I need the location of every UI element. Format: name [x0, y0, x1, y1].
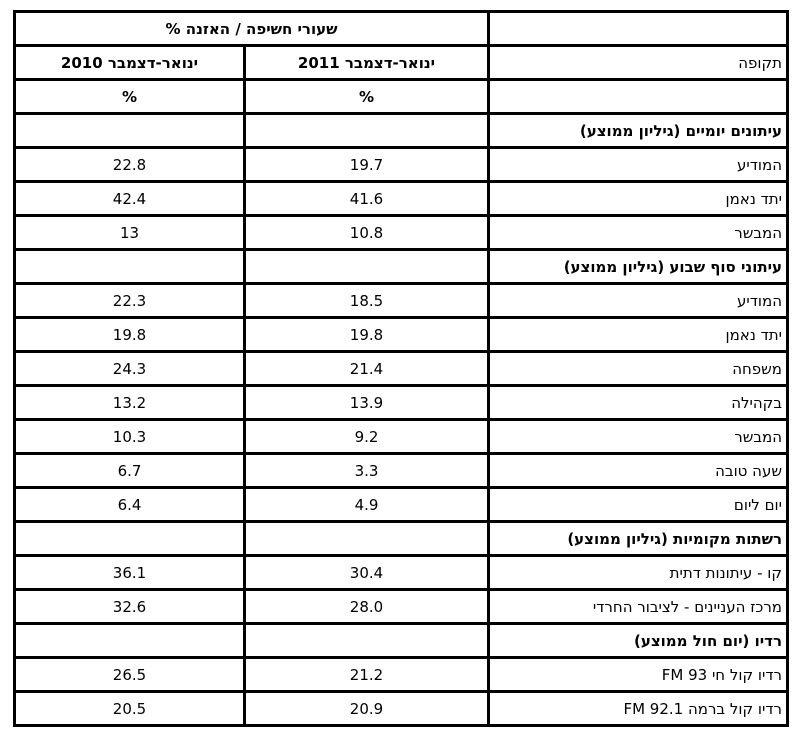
row-label-cell: המבשר [489, 420, 788, 454]
value-2010-cell: 13 [15, 216, 245, 250]
value-2010-cell: 6.7 [15, 454, 245, 488]
value-2010-cell [15, 624, 245, 658]
value-2011-cell [245, 522, 489, 556]
data-row [15, 352, 788, 386]
row-label-cell: המבשר [489, 216, 788, 250]
section-label-cell: עיתונים יומיים (גיליון ממוצע) [489, 114, 788, 148]
value-2010-cell: 22.3 [15, 284, 245, 318]
value-2011-cell: 18.5 [245, 284, 489, 318]
value-2010-cell: 42.4 [15, 182, 245, 216]
row-label-cell: רדיו קול חי FM 93 [489, 658, 788, 692]
column-header-row [15, 46, 788, 80]
value-2011-cell: 4.9 [245, 488, 489, 522]
section-label-cell: עיתוני סוף שבוע (גיליון ממוצע) [489, 250, 788, 284]
blank-cell [489, 80, 788, 114]
data-row [15, 692, 788, 726]
value-2010-cell: 36.1 [15, 556, 245, 590]
unit-2010: % [15, 80, 245, 114]
value-2011-cell: 9.2 [245, 420, 489, 454]
value-2011-cell: 3.3 [245, 454, 489, 488]
value-2010-cell: 19.8 [15, 318, 245, 352]
col-header-2011: ינואר-דצמבר 2011 [245, 46, 489, 80]
value-2010-cell: 20.5 [15, 692, 245, 726]
unit-row [15, 80, 788, 114]
value-2011-cell: 28.0 [245, 590, 489, 624]
value-2010-cell: 13.2 [15, 386, 245, 420]
title-row [15, 12, 788, 46]
row-label-cell: רדיו קול ברמה FM 92.1 [489, 692, 788, 726]
row-label-cell: שעה טובה [489, 454, 788, 488]
row-label-cell: יום ליום [489, 488, 788, 522]
value-2011-cell [245, 250, 489, 284]
row-label-cell: קו - עיתונות דתית [489, 556, 788, 590]
section-row [15, 114, 788, 148]
period-header: תקופה [489, 46, 788, 80]
section-label-cell: רדיו (יום חול ממוצע) [489, 624, 788, 658]
data-row [15, 556, 788, 590]
col-header-2010: ינואר-דצמבר 2010 [15, 46, 245, 80]
data-row [15, 216, 788, 250]
value-2011-cell: 20.9 [245, 692, 489, 726]
value-2011-cell: 19.7 [245, 148, 489, 182]
data-row [15, 386, 788, 420]
unit-2011: % [245, 80, 489, 114]
exposure-rates-table [13, 10, 789, 727]
value-2011-cell: 21.2 [245, 658, 489, 692]
value-2011-cell [245, 114, 489, 148]
value-2011-cell: 13.9 [245, 386, 489, 420]
data-row [15, 454, 788, 488]
data-row [15, 658, 788, 692]
row-label-cell: מרכז העניינים - לציבור החרדי [489, 590, 788, 624]
data-row [15, 284, 788, 318]
row-label-cell: יתד נאמן [489, 182, 788, 216]
section-row [15, 624, 788, 658]
row-label-cell: המודיע [489, 148, 788, 182]
row-label-cell: יתד נאמן [489, 318, 788, 352]
row-label-cell: משפחה [489, 352, 788, 386]
value-2010-cell: 26.5 [15, 658, 245, 692]
value-2011-cell: 21.4 [245, 352, 489, 386]
value-2011-cell [245, 624, 489, 658]
data-row [15, 590, 788, 624]
data-row [15, 488, 788, 522]
value-2011-cell: 41.6 [245, 182, 489, 216]
value-2010-cell [15, 114, 245, 148]
value-2011-cell: 10.8 [245, 216, 489, 250]
table-title: שעורי חשיפה / האזנה % [15, 12, 489, 46]
value-2010-cell: 6.4 [15, 488, 245, 522]
row-label-cell: המודיע [489, 284, 788, 318]
section-row [15, 522, 788, 556]
table-body [15, 114, 788, 726]
value-2011-cell: 30.4 [245, 556, 489, 590]
value-2010-cell [15, 522, 245, 556]
corner-cell [489, 12, 788, 46]
row-label-cell: בקהילה [489, 386, 788, 420]
value-2010-cell: 32.6 [15, 590, 245, 624]
data-row [15, 420, 788, 454]
data-row [15, 318, 788, 352]
value-2010-cell: 22.8 [15, 148, 245, 182]
data-row [15, 182, 788, 216]
value-2010-cell: 24.3 [15, 352, 245, 386]
value-2010-cell [15, 250, 245, 284]
section-row [15, 250, 788, 284]
value-2011-cell: 19.8 [245, 318, 489, 352]
value-2010-cell: 10.3 [15, 420, 245, 454]
data-row [15, 148, 788, 182]
section-label-cell: רשתות מקומיות (גיליון ממוצע) [489, 522, 788, 556]
